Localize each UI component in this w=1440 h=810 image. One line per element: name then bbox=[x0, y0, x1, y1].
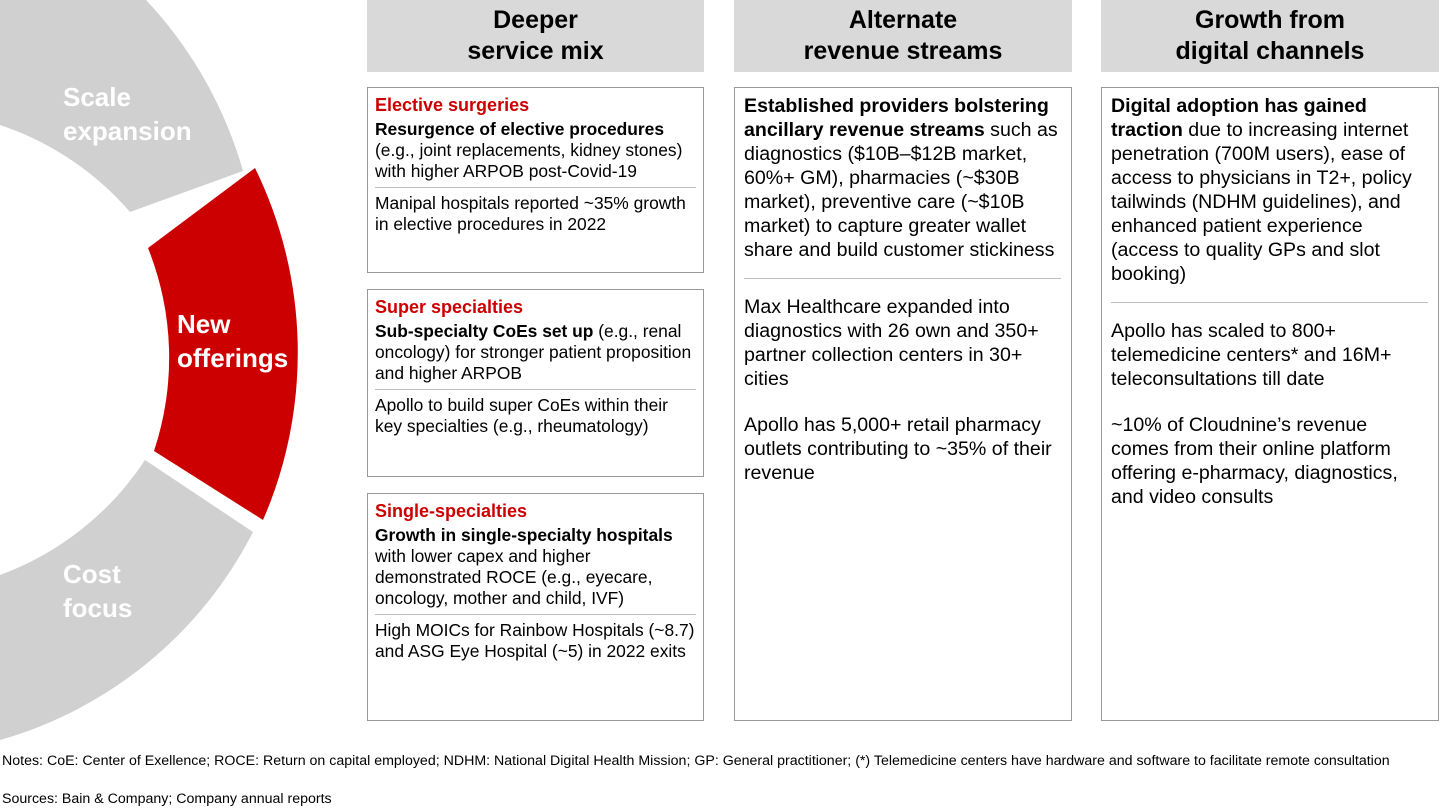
box-description: Growth in single-specialty hospitals with lower capex and higher demonstrated ROCE (e.g., eyecare, oncology, mother and child, IVF) bbox=[375, 525, 696, 615]
box-description: Resurgence of elective procedures (e.g., joint replacements, kidney stones) with higher ARPOB post-Covid-19 bbox=[375, 119, 696, 188]
ring-label-cost-focus: Cost focus bbox=[63, 559, 133, 623]
box-example: Apollo has scaled to 800+ telemedicine centers* and 16M+ teleconsultations till date bbox=[1111, 320, 1392, 390]
box-super-specialties bbox=[367, 289, 704, 477]
box-description: Digital adoption has gained traction due to increasing internet penetration (700M users), ease of access to physicians in T2+, policy tailwinds (NDHM guidelines), and enhanced patient experience (access to quality GPs and slot booking) bbox=[1111, 94, 1428, 303]
box-example: Apollo to build super CoEs within their key specialties (e.g., rheumatology) bbox=[375, 395, 668, 436]
column-header-digital-channels: Growth from digital channels bbox=[1101, 0, 1439, 72]
category-title: Single-specialties bbox=[375, 501, 528, 521]
box-example: ~10% of Cloudnine’s revenue comes from their online platform offering e-pharmacy, diagnostics, and video consults bbox=[1111, 414, 1398, 508]
ring-label-new-offerings: New offerings bbox=[177, 309, 289, 373]
box-description: Sub-specialty CoEs set up (e.g., renal oncology) for stronger patient proposition and higher ARPOB bbox=[375, 321, 696, 390]
category-title: Elective surgeries bbox=[375, 95, 530, 115]
box-example: High MOICs for Rainbow Hospitals (~8.7) and ASG Eye Hospital (~5) in 2022 exits bbox=[375, 620, 695, 661]
box-elective-surgeries bbox=[367, 87, 704, 273]
column-header-deeper-service-mix: Deeper service mix bbox=[367, 0, 704, 72]
column-header-alternate-revenue: Alternate revenue streams bbox=[734, 0, 1072, 72]
category-title: Super specialties bbox=[375, 297, 524, 317]
box-example: Max Healthcare expanded into diagnostics with 26 own and 350+ partner collection centers in 30+ cities bbox=[744, 296, 1039, 390]
box-digital-channels bbox=[1101, 87, 1439, 721]
box-alternate-revenue bbox=[734, 87, 1072, 721]
ring-label-scale-expansion: Scale expansion bbox=[63, 82, 192, 146]
footer-notes: Notes: CoE: Center of Exellence; ROCE: Return on capital employed; NDHM: National Digital Health Mission; GP: General practitioner; (*) Telemedicine centers have hardware and software to facilitate remote consultation bbox=[2, 753, 1390, 769]
box-description: Established providers bolstering ancillary revenue streams such as diagnostics ($10B–$12B market, 60%+ GM), pharmacies (~$30B market), preventive care (~$10B market) to capture greater wallet share and build customer stickiness bbox=[744, 94, 1061, 279]
box-single-specialties bbox=[367, 493, 704, 721]
box-example: Manipal hospitals reported ~35% growth in elective procedures in 2022 bbox=[375, 193, 686, 234]
box-example: Apollo has 5,000+ retail pharmacy outlets contributing to ~35% of their revenue bbox=[744, 414, 1052, 484]
footer-sources: Sources: Bain & Company; Company annual reports bbox=[2, 791, 332, 807]
